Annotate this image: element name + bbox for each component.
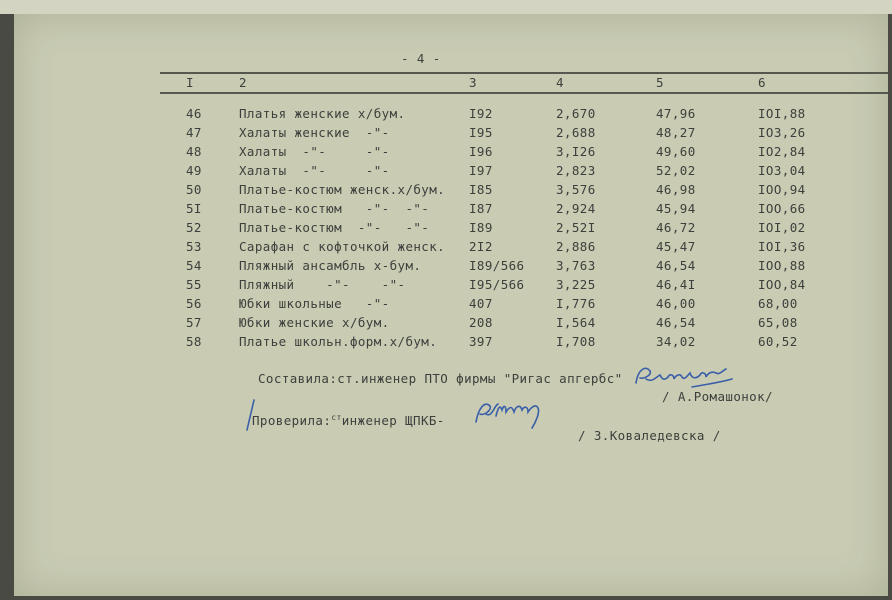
- row-number: 46: [186, 106, 202, 121]
- row-number: 54: [186, 258, 202, 273]
- value-col4: 3,I26: [556, 144, 596, 159]
- row-number: 47: [186, 125, 202, 140]
- item-name: Юбки школьные -"-: [239, 296, 390, 311]
- model-code: I95/566: [469, 277, 525, 292]
- value-col4: 3,763: [556, 258, 596, 273]
- table-row: [0, 106, 892, 121]
- model-code: I92: [469, 106, 493, 121]
- value-col4: 2,823: [556, 163, 596, 178]
- table-row: [0, 163, 892, 178]
- table-row: [0, 182, 892, 197]
- value-col5: 46,98: [656, 182, 696, 197]
- value-col4: I,708: [556, 334, 596, 349]
- checked-name: / З.Коваледевска /: [578, 428, 721, 443]
- model-code: I89: [469, 220, 493, 235]
- item-name: Халаты женские -"-: [239, 125, 390, 140]
- item-name: Платье-костюм -"- -"-: [239, 201, 430, 216]
- table-row: [0, 125, 892, 140]
- row-number: 58: [186, 334, 202, 349]
- value-col5: 48,27: [656, 125, 696, 140]
- value-col4: 2,886: [556, 239, 596, 254]
- table-row: [0, 258, 892, 273]
- value-col4: I,776: [556, 296, 596, 311]
- value-col6: IO3,26: [758, 125, 806, 140]
- row-number: 50: [186, 182, 202, 197]
- value-col5: 46,54: [656, 315, 696, 330]
- row-number: 49: [186, 163, 202, 178]
- item-name: Платье-костюм -"- -"-: [239, 220, 430, 235]
- value-col4: 2,688: [556, 125, 596, 140]
- model-code: 397: [469, 334, 493, 349]
- value-col6: 68,00: [758, 296, 798, 311]
- value-col5: 46,72: [656, 220, 696, 235]
- table-header-rule: [160, 92, 888, 94]
- row-number: 55: [186, 277, 202, 292]
- value-col6: IO3,04: [758, 163, 806, 178]
- item-name: Платье школьн.форм.х/бум.: [239, 334, 438, 349]
- value-col4: 2,52I: [556, 220, 596, 235]
- row-number: 52: [186, 220, 202, 235]
- column-header: 5: [656, 75, 664, 90]
- value-col6: IOI,36: [758, 239, 806, 254]
- table-row: [0, 334, 892, 349]
- table-row: [0, 201, 892, 216]
- checked-by-line: [252, 410, 445, 428]
- row-number: 5I: [186, 201, 202, 216]
- table-row: [0, 296, 892, 311]
- value-col6: 65,08: [758, 315, 798, 330]
- item-name: Платья женские х/бум.: [239, 106, 406, 121]
- value-col6: IOO,88: [758, 258, 806, 273]
- row-number: 48: [186, 144, 202, 159]
- model-code: 407: [469, 296, 493, 311]
- scan-top-strip: [0, 0, 892, 14]
- column-header: 3: [469, 75, 477, 90]
- value-col6: IO2,84: [758, 144, 806, 159]
- value-col6: 60,52: [758, 334, 798, 349]
- column-header: I: [186, 75, 194, 90]
- table-top-rule: [160, 72, 888, 74]
- value-col5: 49,60: [656, 144, 696, 159]
- item-name: Пляжный ансамбль х-бум.: [239, 258, 422, 273]
- model-code: I89/566: [469, 258, 525, 273]
- model-code: I97: [469, 163, 493, 178]
- item-name: Сарафан с кофточкой женск.: [239, 239, 446, 254]
- value-col5: 34,02: [656, 334, 696, 349]
- model-code: 2I2: [469, 239, 493, 254]
- value-col5: 46,00: [656, 296, 696, 311]
- table-row: [0, 220, 892, 235]
- value-col5: 46,4I: [656, 277, 696, 292]
- column-header: 4: [556, 75, 564, 90]
- model-code: 208: [469, 315, 493, 330]
- checked-by-sup: ст: [331, 413, 342, 422]
- compiled-name: / А.Ромашонок/: [662, 389, 773, 404]
- checked-by-rest: инженер ЩПКБ-: [341, 413, 445, 429]
- item-name: Халаты -"- -"-: [239, 163, 390, 178]
- value-col4: 3,576: [556, 182, 596, 197]
- value-col4: 2,924: [556, 201, 596, 216]
- value-col5: 46,54: [656, 258, 696, 273]
- item-name: Халаты -"- -"-: [239, 144, 390, 159]
- value-col6: IOO,94: [758, 182, 806, 197]
- value-col5: 45,47: [656, 239, 696, 254]
- value-col5: 47,96: [656, 106, 696, 121]
- model-code: I85: [469, 182, 493, 197]
- item-name: Пляжный -"- -"-: [239, 277, 406, 292]
- table-row: [0, 239, 892, 254]
- value-col4: I,564: [556, 315, 596, 330]
- table-row: [0, 315, 892, 330]
- value-col6: IOO,66: [758, 201, 806, 216]
- table-row: [0, 144, 892, 159]
- value-col5: 52,02: [656, 163, 696, 178]
- model-code: I95: [469, 125, 493, 140]
- value-col4: 3,225: [556, 277, 596, 292]
- value-col5: 45,94: [656, 201, 696, 216]
- item-name: Юбки женские х/бум.: [239, 315, 390, 330]
- column-header: 2: [239, 75, 247, 90]
- row-number: 53: [186, 239, 202, 254]
- value-col6: IOI,88: [758, 106, 806, 121]
- column-header: 6: [758, 75, 766, 90]
- row-number: 56: [186, 296, 202, 311]
- table-row: [0, 277, 892, 292]
- checked-by-prefix: Проверила:: [252, 413, 332, 429]
- model-code: I96: [469, 144, 493, 159]
- model-code: I87: [469, 201, 493, 216]
- item-name: Платье-костюм женск.х/бум.: [239, 182, 446, 197]
- value-col6: IOI,02: [758, 220, 806, 235]
- value-col4: 2,670: [556, 106, 596, 121]
- compiled-by-line: Составила:ст.инженер ПТО фирмы "Ригас апгербс": [258, 371, 623, 386]
- value-col6: IOO,84: [758, 277, 806, 292]
- page-number: - 4 -: [401, 51, 441, 66]
- row-number: 57: [186, 315, 202, 330]
- signature-kovaledevska: [470, 392, 560, 432]
